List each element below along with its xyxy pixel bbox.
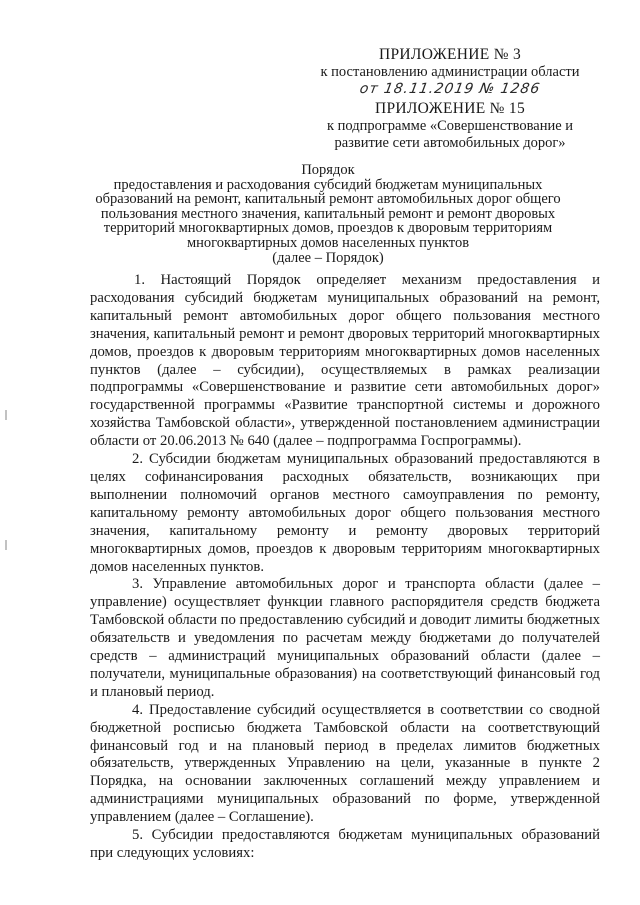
title-line-6: многоквартирных домов населенных пунктов — [186, 234, 470, 251]
title-line-1: Порядок — [301, 162, 355, 178]
paragraph-2: 2. Субсидии бюджетам муниципальных образований предоставляются в целях софинансирования расходных обязательств, возникающих при выполнении полномочий органов местного самоуправления по ремонту, капитальному ремонту автомобильных дорог общего пользования местного значения, капитальному ремонту и ремонту дворовых территорий многоквартирных домов, проездов к дворовым территориям многоквартирных домов населенных пунктов. — [90, 451, 600, 575]
paragraph-1: 1. Настоящий Порядок определяет механизм предоставления и расходования субсидий бюджетам муниципальных образований на ремонт, капитальный ремонт автомобильных дорог общего пользования местного значения, капитальный ремонт и ремонт дворовых территорий многоквартирных домов, проездов к дворовым территориям многоквартирных домов населенных пунктов (далее – субсидии), осуществляемых в рамках реализации подпрограммы «Совершенствование и развитие сети автомобильных дорог» государственной программы «Развитие транспортной системы и дорожного хозяйства Тамбовской области», утвержденной постановлением администрации области от 20.06.2013 № 640 (далее – подпрограмма Госпрограммы). — [90, 272, 600, 450]
paragraph-5: 5. Субсидии предоставляются бюджетам муниципальных образований при следующих условиях: — [90, 827, 600, 861]
title-line-4: пользования местного значения, капитальный ремонт и ремонт дворовых — [100, 205, 556, 222]
appendix2-title: ПРИЛОЖЕНИЕ № 15 — [374, 100, 526, 117]
title-line-7: (далее – Порядок) — [272, 249, 384, 266]
scan-artifact — [5, 540, 7, 550]
appendix-title: ПРИЛОЖЕНИЕ № 3 — [378, 46, 522, 63]
appendix2-header — [300, 100, 600, 152]
scan-artifact — [5, 410, 7, 420]
paragraph-4: 4. Предоставление субсидий осуществляется в соответствии со сводной бюджетной росписью бюджета Тамбовской области на соответствующий финансовый год и на плановый период в пределах лимитов бюджетных обязательств, утвержденных Управлению на цели, указанные в пункте 2 Порядка, на основании заключенных соглашений между управлением и администрациями муниципальных образований по форме, утвержденной управлением (далее – Соглашение). — [90, 701, 600, 826]
title-line-5: территорий многоквартирных домов, проездов к дворовым территориям — [103, 220, 553, 237]
resolution-reference: к постановлению администрации области — [320, 64, 580, 80]
paragraph-3: 3. Управление автомобильных дорог и транспорта области (далее – управление) осуществляет функции главного распорядителя средств бюджета Тамбовской области по предоставлению субсидий и доводит лимиты бюджетных обязательств и уведомления по расчетам между бюджетами до получателей средств – администраций муниципальных образований области (далее – получатели, муниципальные образования) на соответствующий финансовый год и плановый период. — [90, 576, 600, 700]
appendix-header — [300, 46, 600, 97]
document-title — [88, 163, 568, 265]
title-line-2: предоставления и расходования субсидий бюджетам муниципальных — [113, 176, 543, 193]
document-body — [90, 272, 600, 863]
subprogram-reference-line2: развитие сети автомобильных дорог» — [334, 135, 566, 151]
title-line-3: образований на ремонт, капитальный ремонт автомобильных дорог общего — [95, 191, 561, 208]
subprogram-reference-line1: к подпрограмме «Совершенствование и — [326, 118, 574, 134]
handwritten-date-number: от 18.11.2019 № 1286 — [358, 81, 542, 97]
